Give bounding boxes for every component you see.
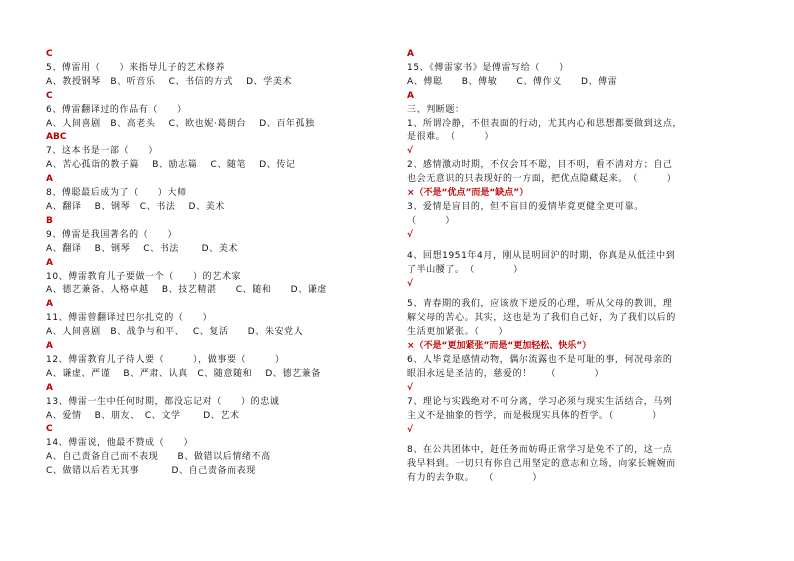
question-line: 13、傅雷一生中任何时期，都没忘记对（ ）的忠诚 [46, 396, 280, 407]
answer-key: C [46, 49, 53, 59]
question-line: 11、傅雷曾翻译过巴尔扎克的（ ） [46, 313, 213, 324]
answer-key: ABC [46, 132, 67, 143]
answer-key: C [46, 90, 53, 101]
question-line: 7、理论与实践绝对不可分离，学习必须与现实生活结合，马列 [407, 396, 673, 407]
question-line: A、自己责备自己而不表现 B、做错以后情绪不高 [46, 452, 271, 463]
spacer [407, 291, 747, 298]
question-line: 解父母的苦心。其实，这也是为了我们自己好，为了我们以后的 [407, 313, 676, 324]
answer-key: √ [407, 278, 414, 289]
answer-key: ×（不是“更加紧张”而是“更加轻松、快乐”） [407, 341, 592, 352]
question-line: 14、傅雷说，他最不赞成（ ） [46, 438, 194, 449]
question-line: 12、傅雷教育儿子待人要（ ），做事要（ ） [46, 354, 285, 365]
question-line: 4、回想1951年4月，刚从昆明回沪的时期，你真是从低洼中到 [407, 250, 676, 261]
answer-key: A [46, 341, 53, 352]
answer-key: A [46, 382, 53, 393]
answer-key: √ [407, 424, 414, 435]
question-line: （ ） [407, 215, 456, 226]
question-line: 主义不是抽象的哲学，而是极现实具体的哲学。（ ） [407, 410, 662, 421]
question-line: 有力的去争取。 （ ） [407, 473, 543, 484]
question-line: 5、青春期的我们，应该放下逆反的心理，听从父母的教训，理 [407, 299, 673, 310]
question-line: 3、爱情是盲目的，但不盲目的爱情毕竟更健全更可靠。 [407, 201, 644, 212]
question-line: 8、傅聪最后成为了（ ）大师 [46, 188, 187, 199]
answer-key: A [46, 257, 53, 268]
answer-key: B [46, 215, 53, 226]
question-line: 6、傅雷翻译过的作品有（ ） [46, 104, 187, 115]
question-line: A、德艺兼备、人格卓越 B、技艺精湛 C、随和 D、谦虚 [46, 285, 328, 296]
question-line: 9、傅雷是我国著名的（ ） [46, 229, 178, 240]
answer-key: √ [407, 229, 414, 240]
question-line: C、做错以后若无其事 D、自己责备而表现 [46, 466, 256, 477]
question-line: A、教授钢琴 B、听音乐 C、书信的方式 D、学美术 [46, 76, 293, 87]
answer-key: A [46, 299, 53, 310]
answer-key: √ [407, 146, 414, 157]
question-line: A、爱情 B、朋友、 C、文学 D、艺术 [46, 410, 240, 421]
question-line: A、翻译 B、钢琴 C、书法 D、美术 [46, 243, 238, 254]
question-line: 8、在公共团体中，赶任务而妨碍正常学习是免不了的，这一点 [407, 445, 673, 456]
question-line: 眼泪永远是圣洁的，慈爱的！ （ ） [407, 368, 605, 379]
right-column [407, 48, 747, 486]
question-line: 三、判断题： [407, 104, 465, 115]
question-line: 也会无意识的只表现好的一方面，把优点隐藏起来。 （ ） [407, 174, 677, 185]
left-column [46, 48, 386, 479]
spacer [407, 437, 747, 444]
question-line: A、翻译 B、钢琴 C、书法 D、美术 [46, 201, 225, 212]
question-line: 我早料到。一切只有你自己用坚定的意志和立场，向家长婉婉而 [407, 459, 676, 470]
question-line: 6、人毕竟是感情动物，偶尔流露也不是可耻的事，何况母亲的 [407, 355, 673, 366]
answer-key: ×（不是“优点”而是“缺点”） [407, 188, 529, 199]
question-line: 2、感情激动时期，不仅会耳不聪，目不明，看不清对方；自己 [407, 160, 673, 171]
question-line: 15、《傅雷家书》是傅雷写给（ ） [407, 62, 569, 73]
question-line: A、人间喜剧 B、高老头 C、欧也妮·葛朗台 D、百年孤独 [46, 118, 315, 129]
question-line: 5、傅雷用（ ）来指导儿子的艺术修养 [46, 62, 226, 73]
answer-key: √ [407, 382, 414, 393]
answer-key: A [407, 90, 414, 101]
question-line: 了半山腰了。 （ ） [407, 264, 523, 275]
answer-key: A [407, 49, 414, 59]
answer-key: A [46, 174, 53, 185]
answer-key: C [46, 424, 53, 435]
question-line: 1、所谓冷静，不但表面的行动，尤其内心和思想都要做到这点， [407, 118, 683, 129]
question-line: A、谦虚、严谨 B、严肃、认真 C、随意随和 D、德艺兼备 [46, 368, 321, 379]
question-line: 是很难。 （ ） [407, 132, 495, 143]
spacer [407, 243, 747, 250]
question-line: 生活更加紧张。（ ） [407, 327, 509, 338]
question-line: 7、这本书是一部（ ） [46, 146, 158, 157]
question-line: 10、傅雷教育儿子要做一个（ ）的艺术家 [46, 271, 242, 282]
question-line: A、人间喜剧 B、战争与和平、 C、复活 D、朱安党人 [46, 327, 304, 338]
question-line: A、苦心孤诣的教子篇 B、励志篇 C、随笔 D、传记 [46, 160, 296, 171]
question-line: A、傅聪 B、傅敏 C、傅作义 D、傅雷 [407, 76, 618, 87]
